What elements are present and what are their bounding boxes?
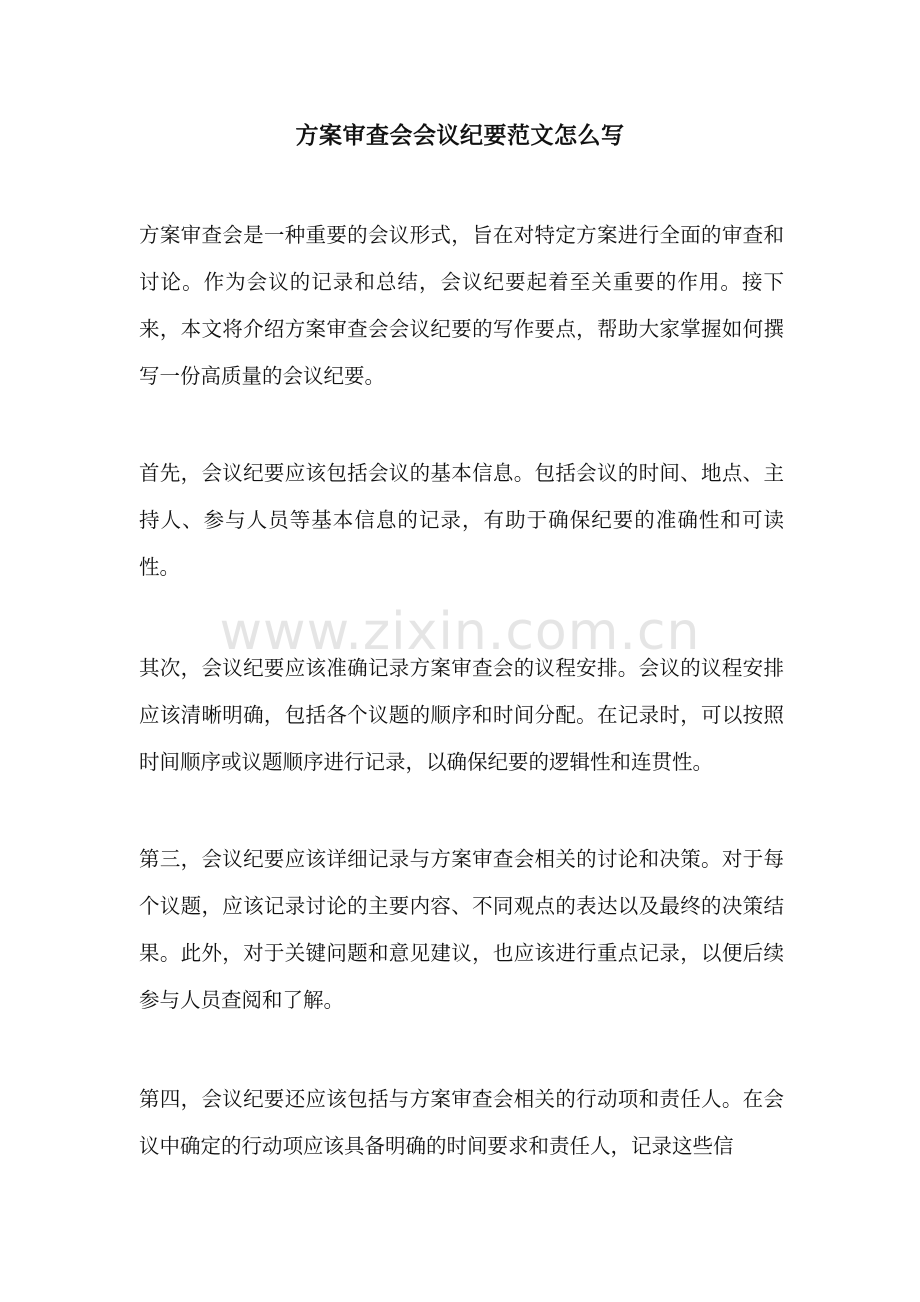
paragraph-action-items: 第四，会议纪要还应该包括与方案审查会相关的行动项和责任人。在会议中确定的行动项应该具备明确的时间要求和责任人，记录这些信 [139, 1087, 784, 1158]
paragraph-basic-info: 首先，会议纪要应该包括会议的基本信息。包括会议的时间、地点、主持人、参与人员等基本信息的记录，有助于确保纪要的准确性和可读性。 [139, 461, 784, 579]
paragraph-discussion: 第三，会议纪要应该详细记录与方案审查会相关的讨论和决策。对于每个议题，应该记录讨论的主要内容、不同观点的表达以及最终的决策结果。此外，对于关键问题和意见建议，也应该进行重点记录，以便后续参与人员查阅和了解。 [139, 847, 784, 1012]
document-title: 方案审查会会议纪要范文怎么写 [295, 122, 625, 149]
paragraph-intro: 方案审查会是一种重要的会议形式，旨在对特定方案进行全面的审查和讨论。作为会议的记录和总结，会议纪要起着至关重要的作用。接下来，本文将介绍方案审查会会议纪要的写作要点，帮助大家掌握如何撰写一份高质量的会议纪要。 [139, 223, 784, 388]
paragraph-agenda: 其次，会议纪要应该准确记录方案审查会的议程安排。会议的议程安排应该清晰明确，包括各个议题的顺序和时间分配。在记录时，可以按照时间顺序或议题顺序进行记录，以确保纪要的逻辑性和连贯性。 [139, 656, 784, 774]
watermark: www.zixin.com.cn [219, 602, 701, 662]
